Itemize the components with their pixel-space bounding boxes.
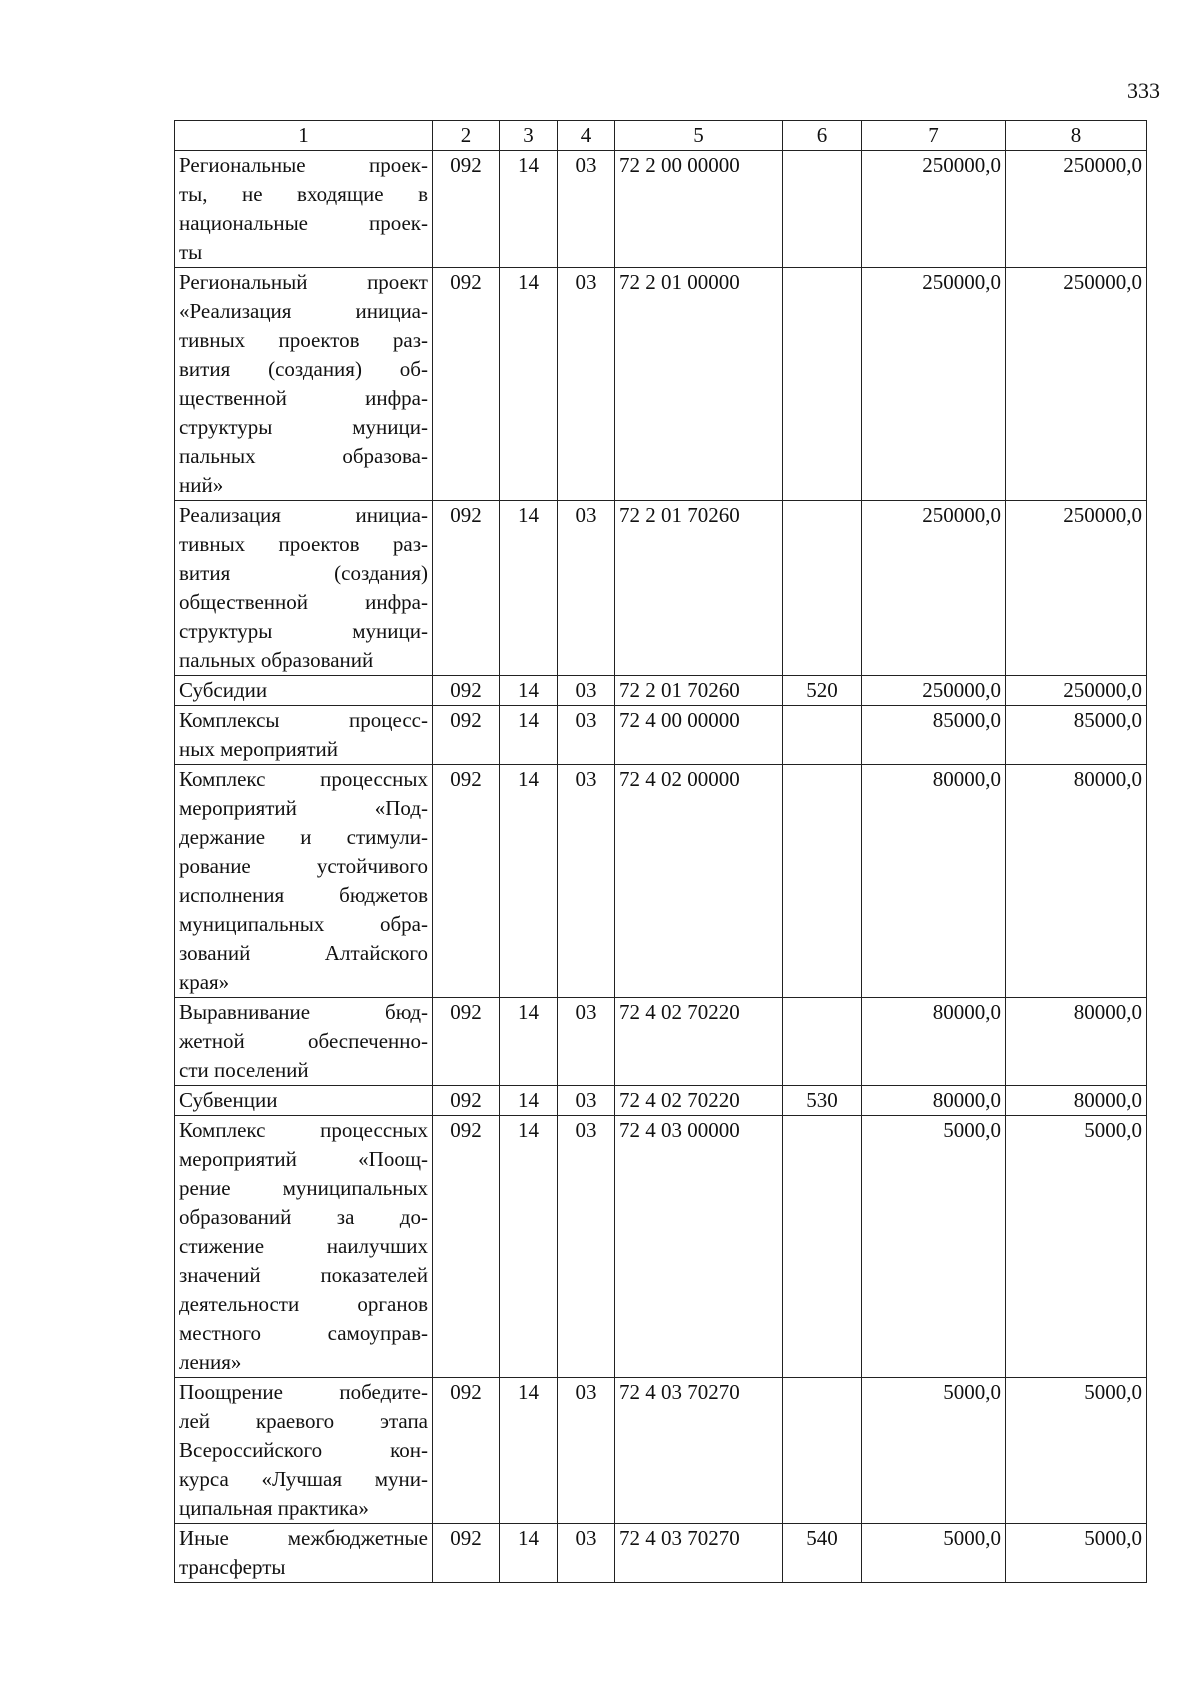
cell-col-5: 72 2 01 00000 — [615, 268, 783, 501]
row-name-line: ты — [179, 240, 203, 264]
cell-col-6: 530 — [783, 1086, 862, 1116]
row-name-line: деятельности органов — [179, 1292, 428, 1316]
cell-col-3: 14 — [500, 501, 558, 676]
cell-col-5: 72 4 03 00000 — [615, 1116, 783, 1378]
row-name-line: Субсидии — [179, 678, 268, 702]
cell-col-4: 03 — [558, 1086, 615, 1116]
cell-col-7: 5000,0 — [862, 1116, 1006, 1378]
row-name-line: пальных образова- — [179, 444, 428, 468]
table-row — [175, 1086, 1147, 1116]
row-name-line: рование устойчивого — [179, 854, 428, 878]
row-name-line: структуры муници- — [179, 619, 428, 643]
column-header: 3 — [500, 121, 558, 151]
cell-col-6 — [783, 998, 862, 1086]
cell-col-6 — [783, 268, 862, 501]
cell-col-5: 72 4 02 00000 — [615, 765, 783, 998]
cell-col-1 — [175, 1116, 433, 1378]
cell-col-6: 520 — [783, 676, 862, 706]
cell-col-8: 80000,0 — [1006, 998, 1147, 1086]
cell-col-8: 250000,0 — [1006, 268, 1147, 501]
cell-col-7: 250000,0 — [862, 268, 1006, 501]
row-name-line: образований за до- — [179, 1205, 428, 1229]
table-body — [175, 151, 1147, 1583]
cell-col-2: 092 — [433, 765, 500, 998]
row-name-line: Реализация инициа- — [179, 503, 428, 527]
cell-col-2: 092 — [433, 706, 500, 765]
row-name-line: «Реализация инициа- — [179, 299, 428, 323]
column-header: 4 — [558, 121, 615, 151]
cell-col-7: 5000,0 — [862, 1378, 1006, 1524]
column-header: 2 — [433, 121, 500, 151]
row-name-line: Поощрение победите- — [179, 1380, 428, 1404]
cell-col-2: 092 — [433, 998, 500, 1086]
cell-col-5: 72 4 03 70270 — [615, 1378, 783, 1524]
cell-col-4: 03 — [558, 765, 615, 998]
cell-col-7: 250000,0 — [862, 501, 1006, 676]
cell-col-6 — [783, 765, 862, 998]
cell-col-3: 14 — [500, 1378, 558, 1524]
cell-col-1 — [175, 1086, 433, 1116]
cell-col-4: 03 — [558, 151, 615, 268]
cell-col-4: 03 — [558, 998, 615, 1086]
cell-col-3: 14 — [500, 1524, 558, 1583]
cell-col-2: 092 — [433, 151, 500, 268]
cell-col-5: 72 4 03 70270 — [615, 1524, 783, 1583]
cell-col-2: 092 — [433, 1116, 500, 1378]
cell-col-2: 092 — [433, 1086, 500, 1116]
row-name-line: Выравнивание бюд- — [179, 1000, 428, 1024]
cell-col-4: 03 — [558, 268, 615, 501]
cell-col-6 — [783, 1116, 862, 1378]
table-row — [175, 501, 1147, 676]
cell-col-8: 5000,0 — [1006, 1116, 1147, 1378]
cell-col-7: 80000,0 — [862, 1086, 1006, 1116]
row-name-line: муниципальных обра- — [179, 912, 428, 936]
cell-col-8: 250000,0 — [1006, 676, 1147, 706]
page-number: 333 — [1127, 78, 1160, 103]
row-name-line: курса «Лучшая муни- — [179, 1467, 428, 1491]
cell-col-6 — [783, 151, 862, 268]
row-name-line: значений показателей — [179, 1263, 428, 1287]
row-name-line: Всероссийского кон- — [179, 1438, 428, 1462]
column-header: 6 — [783, 121, 862, 151]
cell-col-6: 540 — [783, 1524, 862, 1583]
cell-col-3: 14 — [500, 268, 558, 501]
row-name-line: ципальная практика» — [179, 1496, 369, 1520]
cell-col-7: 5000,0 — [862, 1524, 1006, 1583]
column-header: 1 — [175, 121, 433, 151]
cell-col-3: 14 — [500, 676, 558, 706]
cell-col-8: 85000,0 — [1006, 706, 1147, 765]
cell-col-1 — [175, 151, 433, 268]
row-name-line: вития (создания) об- — [179, 357, 428, 381]
cell-col-4: 03 — [558, 501, 615, 676]
row-name-line: рение муниципальных — [179, 1176, 428, 1200]
cell-col-3: 14 — [500, 151, 558, 268]
table-row — [175, 998, 1147, 1086]
header-row — [175, 121, 1147, 151]
cell-col-7: 250000,0 — [862, 676, 1006, 706]
cell-col-4: 03 — [558, 1524, 615, 1583]
cell-col-1 — [175, 676, 433, 706]
table-row — [175, 1378, 1147, 1524]
cell-col-1 — [175, 998, 433, 1086]
row-name-line: трансферты — [179, 1555, 286, 1579]
row-name-line: мероприятий «Под- — [179, 796, 428, 820]
budget-table — [174, 120, 1147, 1583]
row-name-line: пальных образований — [179, 648, 374, 672]
cell-col-5: 72 4 00 00000 — [615, 706, 783, 765]
row-name-line: сти поселений — [179, 1058, 309, 1082]
row-name-line: местного самоуправ- — [179, 1321, 428, 1345]
table-row — [175, 765, 1147, 998]
row-name-line: щественной инфра- — [179, 386, 428, 410]
row-name-line: Субвенции — [179, 1088, 278, 1112]
table-row — [175, 151, 1147, 268]
row-name-line: жетной обеспеченно- — [179, 1029, 428, 1053]
cell-col-2: 092 — [433, 1378, 500, 1524]
cell-col-3: 14 — [500, 998, 558, 1086]
cell-col-1 — [175, 765, 433, 998]
cell-col-6 — [783, 501, 862, 676]
cell-col-4: 03 — [558, 1378, 615, 1524]
row-name-line: стижение наилучших — [179, 1234, 428, 1258]
row-name-line: держание и стимули- — [179, 825, 428, 849]
cell-col-2: 092 — [433, 501, 500, 676]
row-name-line: мероприятий «Поощ- — [179, 1147, 428, 1171]
table-row — [175, 706, 1147, 765]
cell-col-7: 85000,0 — [862, 706, 1006, 765]
row-name-line: Региональный проект — [179, 270, 428, 294]
row-name-line: Региональные проек- — [179, 153, 428, 177]
cell-col-8: 250000,0 — [1006, 501, 1147, 676]
cell-col-1 — [175, 706, 433, 765]
row-name-line: зований Алтайского — [179, 941, 428, 965]
column-header: 8 — [1006, 121, 1147, 151]
cell-col-7: 80000,0 — [862, 765, 1006, 998]
cell-col-3: 14 — [500, 765, 558, 998]
row-name-line: вития (создания) — [179, 561, 428, 585]
cell-col-8: 250000,0 — [1006, 151, 1147, 268]
cell-col-3: 14 — [500, 1086, 558, 1116]
cell-col-1 — [175, 501, 433, 676]
cell-col-2: 092 — [433, 268, 500, 501]
row-name-line: Комплекс процессных — [179, 1118, 428, 1142]
table-row — [175, 676, 1147, 706]
row-name-line: тивных проектов раз- — [179, 532, 428, 556]
cell-col-5: 72 4 02 70220 — [615, 1086, 783, 1116]
row-name-line: тивных проектов раз- — [179, 328, 428, 352]
cell-col-2: 092 — [433, 1524, 500, 1583]
row-name-line: структуры муници- — [179, 415, 428, 439]
column-header: 5 — [615, 121, 783, 151]
cell-col-6 — [783, 1378, 862, 1524]
cell-col-6 — [783, 706, 862, 765]
table-row — [175, 268, 1147, 501]
row-name-line: ты, не входящие в — [179, 182, 428, 206]
cell-col-1 — [175, 1524, 433, 1583]
row-name-line: ний» — [179, 473, 224, 497]
row-name-line: края» — [179, 970, 230, 994]
row-name-line: исполнения бюджетов — [179, 883, 428, 907]
cell-col-5: 72 2 01 70260 — [615, 501, 783, 676]
cell-col-3: 14 — [500, 706, 558, 765]
cell-col-4: 03 — [558, 706, 615, 765]
cell-col-7: 250000,0 — [862, 151, 1006, 268]
cell-col-5: 72 4 02 70220 — [615, 998, 783, 1086]
cell-col-7: 80000,0 — [862, 998, 1006, 1086]
row-name-line: Комплекс процессных — [179, 767, 428, 791]
row-name-line: ления» — [179, 1350, 242, 1374]
column-header: 7 — [862, 121, 1006, 151]
cell-col-8: 5000,0 — [1006, 1524, 1147, 1583]
cell-col-4: 03 — [558, 676, 615, 706]
row-name-line: Иные межбюджетные — [179, 1526, 428, 1550]
cell-col-1 — [175, 1378, 433, 1524]
cell-col-3: 14 — [500, 1116, 558, 1378]
table-row — [175, 1116, 1147, 1378]
cell-col-8: 80000,0 — [1006, 1086, 1147, 1116]
cell-col-1 — [175, 268, 433, 501]
cell-col-2: 092 — [433, 676, 500, 706]
cell-col-8: 80000,0 — [1006, 765, 1147, 998]
row-name-line: общественной инфра- — [179, 590, 428, 614]
row-name-line: национальные проек- — [179, 211, 428, 235]
cell-col-5: 72 2 00 00000 — [615, 151, 783, 268]
cell-col-8: 5000,0 — [1006, 1378, 1147, 1524]
cell-col-5: 72 2 01 70260 — [615, 676, 783, 706]
cell-col-4: 03 — [558, 1116, 615, 1378]
table-row — [175, 1524, 1147, 1583]
row-name-line: Комплексы процесс- — [179, 708, 428, 732]
row-name-line: ных мероприятий — [179, 737, 338, 761]
row-name-line: лей краевого этапа — [179, 1409, 428, 1433]
